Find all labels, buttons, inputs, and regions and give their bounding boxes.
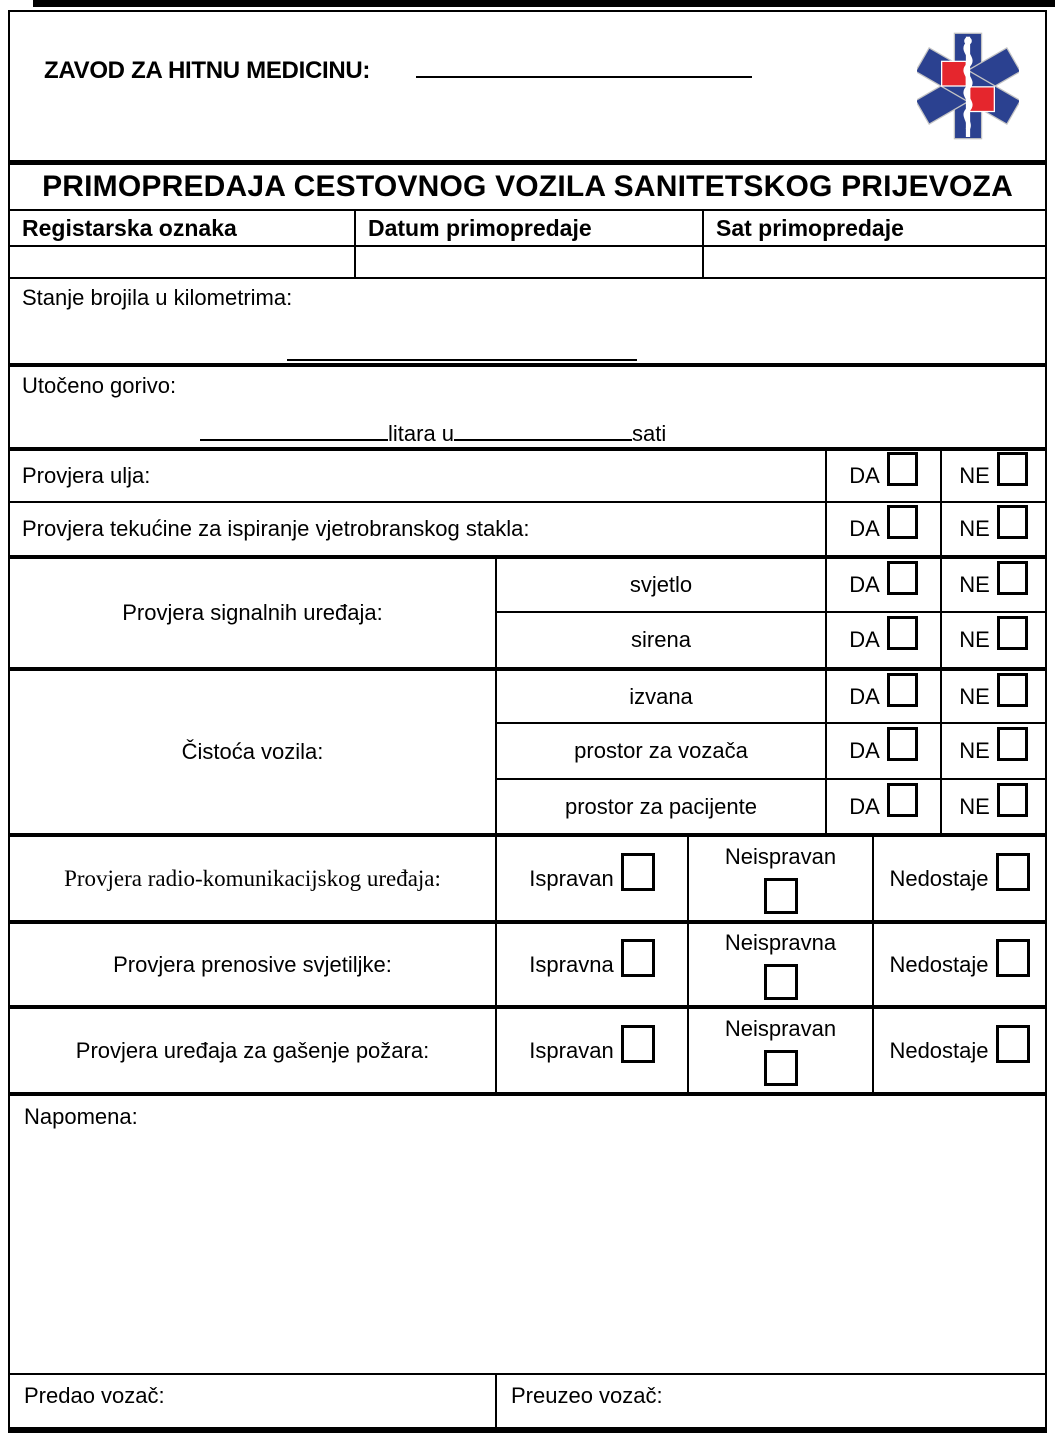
oil-da-cell (825, 447, 940, 501)
form-title: PRIMOPREDAJA CESTOVNOG VOZILA SANITETSKOG PRIJEVOZA (10, 165, 1045, 211)
radio-ok-cell (495, 833, 687, 920)
extinguisher-bad-cell (687, 1005, 872, 1092)
fuel-section (10, 363, 1045, 447)
clean-patient-area-label: prostor za pacijente (495, 778, 825, 833)
patient-area-ne-cell (940, 778, 1045, 833)
light-da-cell (825, 555, 940, 611)
extinguisher-missing-checkbox[interactable] (996, 1025, 1030, 1063)
signal-siren-label: sirena (495, 611, 825, 667)
siren-da-cell (825, 611, 940, 667)
ne-label: NE (959, 463, 990, 488)
missing-label: Nedostaje (889, 951, 989, 977)
driver-area-da-cell (825, 722, 940, 778)
da-label: DA (849, 738, 880, 763)
odometer-label: Stanje brojila u kilometrima: (22, 285, 293, 310)
received-label: Preuzeo vozač: (511, 1383, 663, 1408)
extinguisher-ok-checkbox[interactable] (621, 1025, 655, 1063)
star-of-life-icon (917, 24, 1019, 148)
washer-check-label: Provjera tekućine za ispiranje vjetrobranskog stakla: (10, 501, 825, 555)
clean-driver-area-label: prostor za vozača (495, 722, 825, 778)
col-header-registration: Registarska oznaka (22, 214, 237, 241)
missing-label: Nedostaje (889, 1037, 989, 1063)
outside-da-cell (825, 667, 940, 722)
lamp-check-label: Provjera prenosive svjetiljke: (10, 920, 495, 1005)
date-value-cell[interactable] (354, 245, 702, 277)
washer-ne-checkbox[interactable] (997, 505, 1028, 539)
notes-area[interactable] (10, 1092, 1045, 1373)
patient-area-ne-checkbox[interactable] (997, 783, 1028, 817)
fuel-between-text: litara u (388, 421, 455, 446)
outside-ne-cell (940, 667, 1045, 722)
oil-ne-checkbox[interactable] (997, 452, 1028, 486)
driver-area-da-checkbox[interactable] (887, 727, 918, 761)
time-value-cell[interactable] (702, 245, 1045, 277)
fuel-label: Utočeno gorivo: (22, 373, 177, 398)
handed-over-cell[interactable] (10, 1373, 495, 1427)
fuel-after-text: sati (632, 421, 667, 446)
radio-check-label: Provjera radio-komunikacijskog uređaja: (10, 833, 495, 920)
ne-label: NE (959, 627, 990, 652)
lamp-ok-checkbox[interactable] (621, 939, 655, 977)
lamp-missing-cell (872, 920, 1045, 1005)
radio-ok-checkbox[interactable] (621, 853, 655, 891)
lamp-ok-cell (495, 920, 687, 1005)
received-cell[interactable] (495, 1373, 1045, 1427)
da-label: DA (849, 463, 880, 488)
org-label: ZAVOD ZA HITNU MEDICINU: (44, 57, 371, 84)
ne-label: NE (959, 516, 990, 541)
radio-missing-checkbox[interactable] (996, 853, 1030, 891)
radio-missing-cell (872, 833, 1045, 920)
oil-check-label: Provjera ulja: (10, 447, 825, 501)
ne-label: NE (959, 683, 990, 709)
form-header (10, 12, 1045, 165)
outside-ne-checkbox[interactable] (997, 673, 1028, 707)
radio-bad-cell (687, 833, 872, 920)
washer-ne-cell (940, 501, 1045, 555)
washer-da-cell (825, 501, 940, 555)
outside-da-checkbox[interactable] (887, 673, 918, 707)
registration-value-cell[interactable] (10, 245, 354, 277)
siren-ne-checkbox[interactable] (997, 616, 1028, 650)
signal-light-label: svjetlo (495, 555, 825, 611)
radio-bad-checkbox[interactable] (764, 878, 798, 914)
ne-label: NE (959, 738, 990, 763)
light-ne-checkbox[interactable] (997, 561, 1028, 595)
patient-area-da-checkbox[interactable] (887, 783, 918, 817)
fuel-litres-field[interactable] (200, 417, 388, 441)
da-label: DA (849, 793, 880, 819)
bad-label: Neispravan (724, 1015, 837, 1041)
oil-ne-cell (940, 447, 1045, 501)
ok-label: Ispravan (529, 1037, 614, 1063)
ok-label: Ispravna (529, 951, 614, 977)
page-top-edge (33, 0, 1055, 7)
ok-label: Ispravan (529, 865, 614, 891)
col-header-time: Sat primopredaje (702, 211, 1045, 245)
missing-label: Nedostaje (889, 865, 989, 891)
da-label: DA (849, 516, 880, 541)
extinguisher-missing-cell (872, 1005, 1045, 1092)
washer-da-checkbox[interactable] (887, 505, 918, 539)
ne-label: NE (959, 572, 990, 597)
da-label: DA (849, 683, 880, 709)
form-table (10, 211, 1045, 1427)
light-ne-cell (940, 555, 1045, 611)
odometer-value-field[interactable] (287, 337, 637, 361)
driver-area-ne-checkbox[interactable] (997, 727, 1028, 761)
handed-over-label: Predao vozač: (24, 1383, 165, 1408)
oil-da-checkbox[interactable] (887, 452, 918, 486)
driver-area-ne-cell (940, 722, 1045, 778)
siren-da-checkbox[interactable] (887, 616, 918, 650)
extinguisher-check-label: Provjera uređaja za gašenje požara: (10, 1005, 495, 1092)
lamp-missing-checkbox[interactable] (996, 939, 1030, 977)
org-name-field[interactable] (416, 52, 752, 78)
extinguisher-ok-cell (495, 1005, 687, 1092)
light-da-checkbox[interactable] (887, 561, 918, 595)
signal-devices-label: Provjera signalnih uređaja: (10, 555, 495, 667)
patient-area-da-cell (825, 778, 940, 833)
col-header-date: Datum primopredaje (354, 211, 702, 245)
clean-outside-label: izvana (495, 667, 825, 722)
cleanliness-label: Čistoća vozila: (10, 667, 495, 833)
handover-form (8, 10, 1047, 1433)
fuel-hours-field[interactable] (454, 417, 632, 441)
bad-label: Neispravan (724, 843, 837, 869)
ne-label: NE (959, 793, 990, 819)
notes-label: Napomena: (24, 1104, 138, 1129)
da-label: DA (849, 572, 880, 597)
lamp-bad-cell (687, 920, 872, 1005)
extinguisher-bad-checkbox[interactable] (764, 1050, 798, 1086)
lamp-bad-checkbox[interactable] (764, 964, 798, 1000)
odometer-section (10, 277, 1045, 363)
bad-label: Neispravna (724, 929, 837, 955)
siren-ne-cell (940, 611, 1045, 667)
da-label: DA (849, 627, 880, 652)
